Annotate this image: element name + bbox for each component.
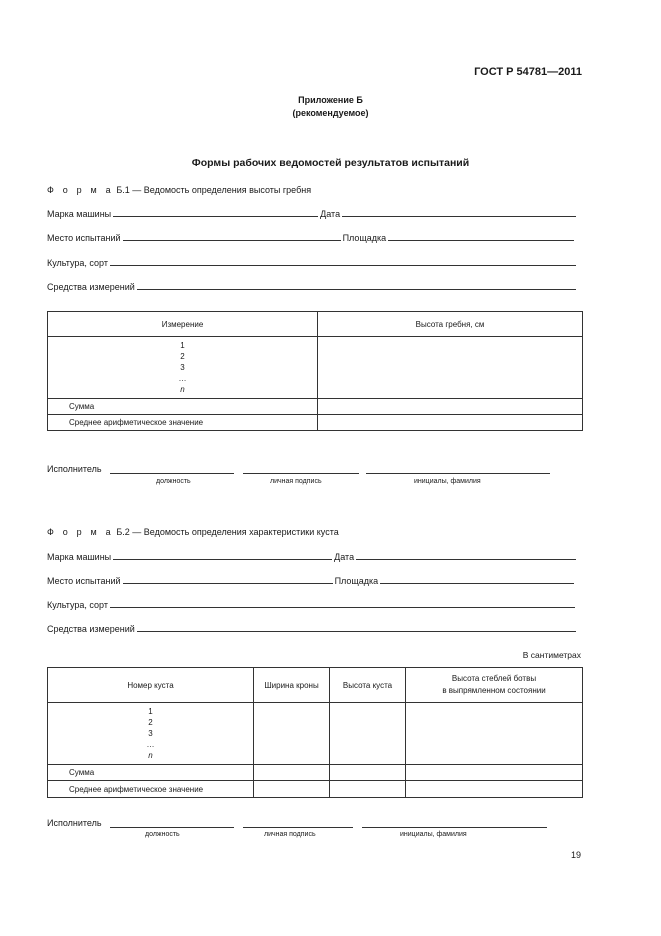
form2-place-label: Место испытаний	[47, 576, 121, 586]
form2-col-bush-height: Высота куста	[330, 668, 406, 703]
form2-mean-label: Среднее арифметическое значение	[48, 781, 254, 798]
list-item: …	[178, 374, 187, 383]
form2-col-stem-height	[406, 668, 583, 703]
form2-machine-label: Марка машины	[47, 552, 112, 562]
form2-mean-crown[interactable]	[254, 781, 330, 798]
form1-number-list	[48, 337, 318, 399]
form2-number-list	[48, 703, 254, 765]
form1-position-caption: должность	[156, 478, 191, 485]
form1-machine-date-line	[47, 209, 578, 219]
main-title: Формы рабочих ведомостей результатов испытаний	[191, 157, 470, 169]
form1-tools-field[interactable]	[137, 288, 576, 290]
form1-col-measurement: Измерение	[48, 312, 318, 337]
form1-tools-label: Средства измерений	[47, 282, 135, 292]
form2-tools-field[interactable]	[137, 630, 576, 632]
form2-name-field[interactable]	[362, 827, 547, 828]
form2-position-caption: должность	[145, 831, 180, 838]
form2-col-stem-height-line2: в выпрямленном состоянии	[442, 686, 546, 695]
form2-col-crown-width: Ширина кроны	[254, 668, 330, 703]
list-item: 2	[180, 352, 185, 361]
form2-sum-stem[interactable]	[406, 765, 583, 781]
form1-date-label: Дата	[320, 209, 341, 219]
form1-date-field[interactable]	[342, 215, 576, 217]
form2-crop-field[interactable]	[110, 606, 575, 608]
form2-name-caption: инициалы, фамилия	[400, 831, 467, 838]
list-item: …	[146, 740, 155, 749]
form1-mean-label: Среднее арифметическое значение	[48, 415, 318, 431]
form2-position-field[interactable]	[110, 827, 234, 828]
form1-crop-line	[47, 258, 578, 268]
list-item: n	[148, 751, 153, 760]
form2-col-bush-number: Номер куста	[48, 668, 254, 703]
form2-tools-label: Средства измерений	[47, 624, 135, 634]
list-item: n	[180, 385, 185, 394]
form2-sum-label: Сумма	[48, 765, 254, 781]
annex-subtitle: (рекомендуемое)	[292, 108, 369, 118]
form1-place-field[interactable]	[123, 239, 341, 241]
form2-place-site-line	[47, 576, 576, 586]
form2-title-text: Б.2 — Ведомость определения характеристики куста	[116, 527, 339, 537]
form1-value-cell[interactable]	[318, 337, 583, 399]
form1-position-field[interactable]	[110, 473, 234, 474]
list-item: 1	[180, 341, 185, 350]
form1-signature-label: Исполнитель	[47, 464, 102, 474]
list-item: 1	[148, 707, 153, 716]
form1-crop-label: Культура, сорт	[47, 258, 108, 268]
form1-tools-line	[47, 282, 578, 292]
form2-place-field[interactable]	[123, 582, 333, 584]
page-number: 19	[570, 850, 581, 860]
form1-machine-field[interactable]	[113, 215, 318, 217]
list-item: 2	[148, 718, 153, 727]
form1-place-label: Место испытаний	[47, 233, 121, 243]
form1-prefix: Ф о р м а	[47, 185, 114, 195]
form2-stem-cell[interactable]	[406, 703, 583, 765]
list-item: 3	[180, 363, 185, 372]
form2-height-cell[interactable]	[330, 703, 406, 765]
form2-sign-field[interactable]	[243, 827, 353, 828]
form2-site-label: Площадка	[334, 576, 379, 586]
form2-title	[47, 527, 339, 537]
form1-sign-caption: личная подпись	[270, 478, 322, 485]
form2-crop-label: Культура, сорт	[47, 600, 108, 610]
form2-machine-field[interactable]	[113, 558, 332, 560]
form2-crop-line	[47, 600, 577, 610]
list-item: 3	[148, 729, 153, 738]
form1-place-site-line	[47, 233, 576, 243]
form1-name-caption: инициалы, фамилия	[414, 478, 481, 485]
form2-table	[47, 667, 583, 798]
form1-machine-label: Марка машины	[47, 209, 112, 219]
form2-mean-height[interactable]	[330, 781, 406, 798]
unit-note: В сантиметрах	[522, 650, 581, 660]
form2-machine-date-line	[47, 552, 578, 562]
form1-sum-cell[interactable]	[318, 399, 583, 415]
form1-name-field[interactable]	[366, 473, 550, 474]
form1-site-label: Площадка	[342, 233, 387, 243]
document-id: ГОСТ Р 54781—2011	[474, 66, 582, 78]
form1-title	[47, 185, 311, 195]
form1-sign-field[interactable]	[243, 473, 359, 474]
form1-site-field[interactable]	[388, 239, 574, 241]
form2-sum-crown[interactable]	[254, 765, 330, 781]
form2-tools-line	[47, 624, 578, 634]
form2-site-field[interactable]	[380, 582, 574, 584]
form1-col-ridge-height: Высота гребня, см	[318, 312, 583, 337]
form2-col-stem-height-line1: Высота стеблей ботвы	[451, 674, 537, 683]
form2-signature-label: Исполнитель	[47, 818, 102, 828]
form1-mean-cell[interactable]	[318, 415, 583, 431]
form2-sign-caption: личная подпись	[264, 831, 316, 838]
form2-prefix: Ф о р м а	[47, 527, 114, 537]
form1-crop-field[interactable]	[110, 264, 576, 266]
form1-sum-label: Сумма	[48, 399, 318, 415]
form2-date-field[interactable]	[356, 558, 576, 560]
form2-date-label: Дата	[334, 552, 355, 562]
annex-title: Приложение Б	[298, 95, 363, 105]
form1-title-text: Б.1 — Ведомость определения высоты гребня	[116, 185, 312, 195]
form2-crown-cell[interactable]	[254, 703, 330, 765]
form2-sum-height[interactable]	[330, 765, 406, 781]
form2-mean-stem[interactable]	[406, 781, 583, 798]
form1-table	[47, 311, 583, 431]
